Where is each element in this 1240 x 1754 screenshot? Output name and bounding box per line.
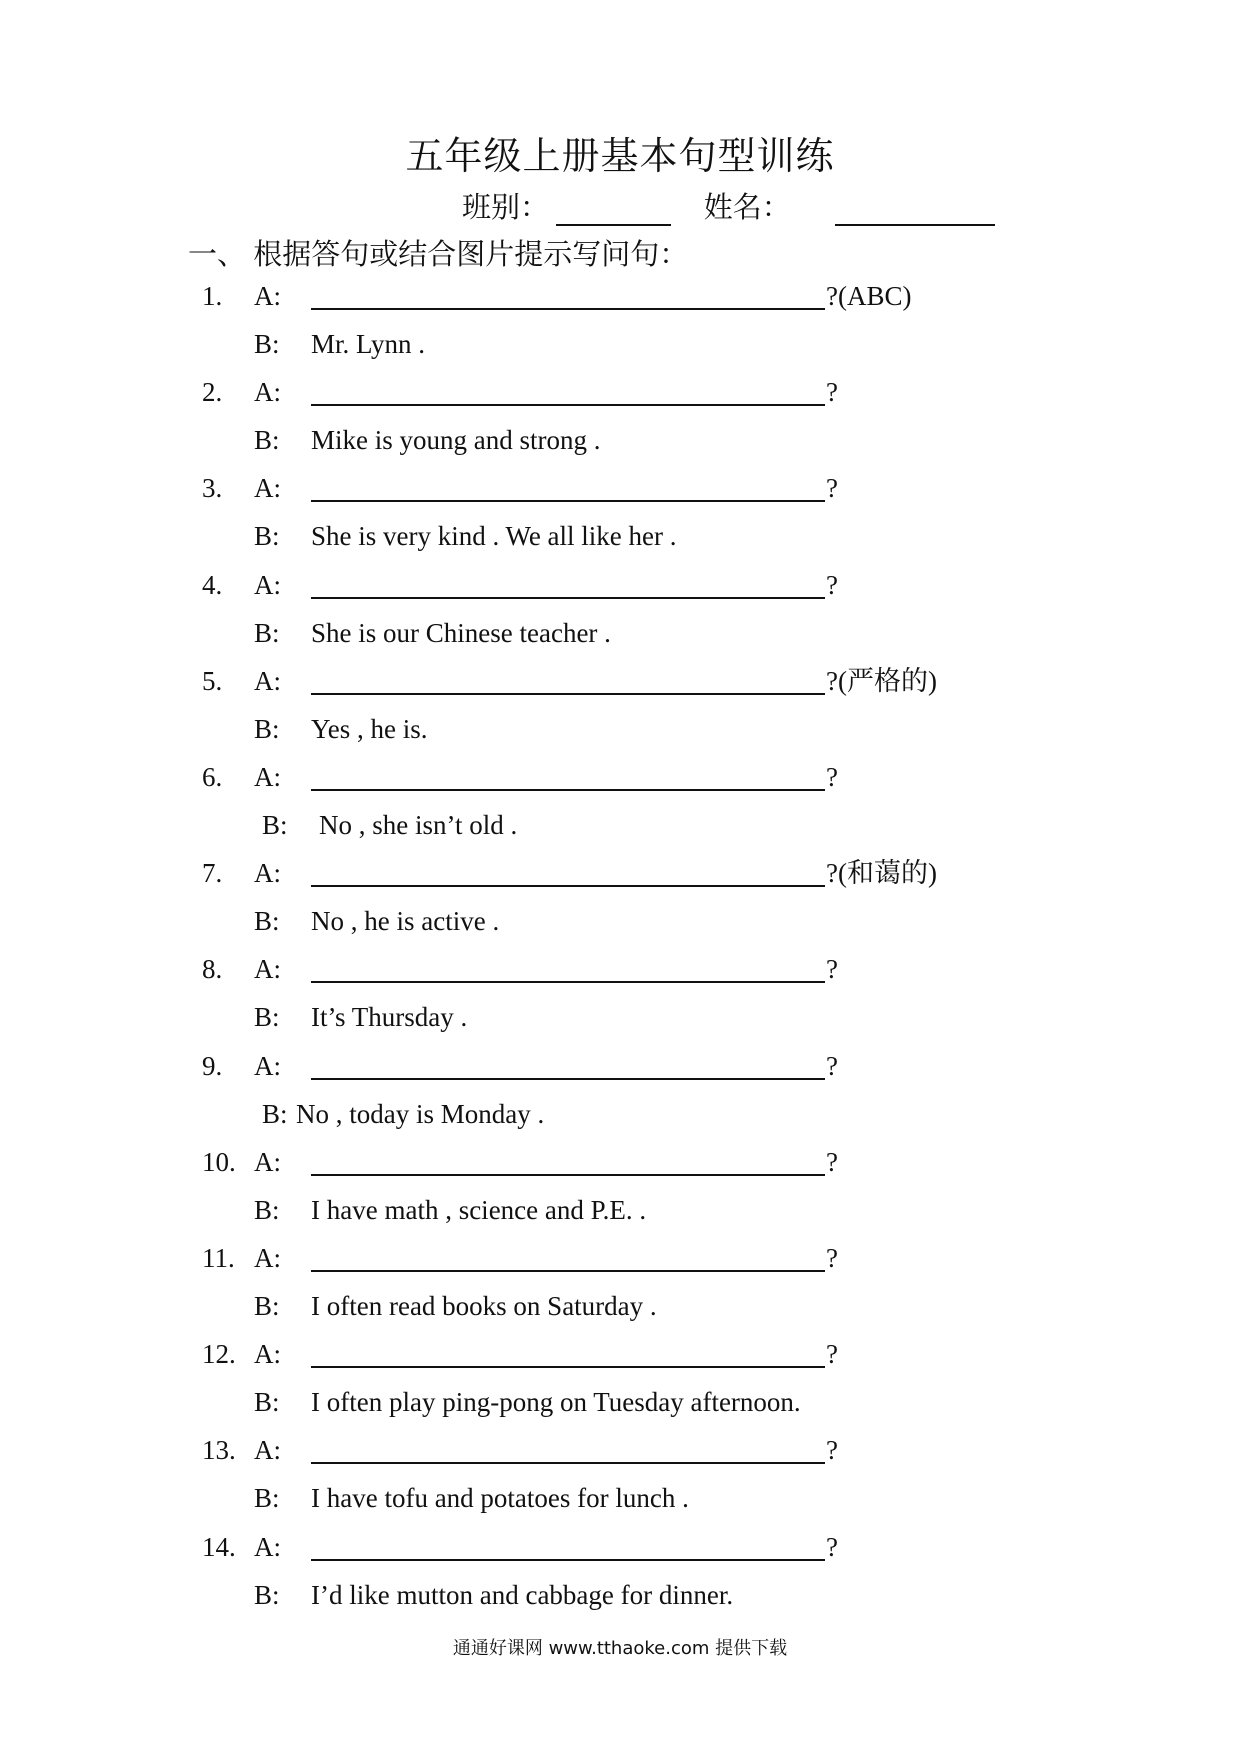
speaker-b-label: B: xyxy=(254,1002,280,1032)
answer-text: I often read books on Saturday . xyxy=(311,1291,657,1321)
question-suffix: ? xyxy=(826,1243,838,1273)
name-blank[interactable] xyxy=(835,194,995,226)
answer-text: No , he is active . xyxy=(311,906,500,936)
question-number: 8. xyxy=(202,954,223,984)
class-blank[interactable] xyxy=(556,194,671,226)
speaker-a-label: A: xyxy=(254,1051,281,1081)
answer-blank[interactable] xyxy=(311,885,825,887)
question-number: 13. xyxy=(202,1435,236,1465)
speaker-a-label: A: xyxy=(254,473,281,503)
speaker-b-label: B: xyxy=(254,1195,280,1225)
speaker-a-label: A: xyxy=(254,1435,281,1465)
question-suffix: ? xyxy=(826,377,838,407)
speaker-b-label: B: xyxy=(254,1387,280,1417)
section-heading: 一、 根据答句或结合图片提示写问句： xyxy=(188,239,689,271)
speaker-a-label: A: xyxy=(254,954,281,984)
answer-blank[interactable] xyxy=(311,1078,825,1080)
question-suffix: ? xyxy=(826,954,838,984)
answer-text: She is our Chinese teacher . xyxy=(311,618,611,648)
question-suffix: ? xyxy=(826,570,838,600)
speaker-b-label: B: xyxy=(254,618,280,648)
speaker-b-label: B: xyxy=(262,810,288,840)
question-number: 10. xyxy=(202,1147,236,1177)
answer-blank[interactable] xyxy=(311,981,825,983)
speaker-b-label: B: xyxy=(254,1291,280,1321)
speaker-a-label: A: xyxy=(254,281,281,311)
answer-blank[interactable] xyxy=(311,1559,825,1561)
answer-text: Yes , he is. xyxy=(311,714,428,744)
speaker-b-label: B: xyxy=(262,1099,288,1129)
speaker-a-label: A: xyxy=(254,1147,281,1177)
answer-text: I often play ping-pong on Tuesday afternoon. xyxy=(311,1387,801,1417)
question-number: 12. xyxy=(202,1339,236,1369)
answer-blank[interactable] xyxy=(311,1366,825,1368)
answer-text: I have tofu and potatoes for lunch . xyxy=(311,1483,689,1513)
answer-blank[interactable] xyxy=(311,1462,825,1464)
speaker-a-label: A: xyxy=(254,762,281,792)
answer-blank[interactable] xyxy=(311,1174,825,1176)
answer-text: I have math , science and P.E. . xyxy=(311,1195,647,1225)
question-suffix: ?(严格的) xyxy=(826,666,937,696)
speaker-a-label: A: xyxy=(254,377,281,407)
answer-blank[interactable] xyxy=(311,789,825,791)
answer-blank[interactable] xyxy=(311,308,825,310)
question-number: 11. xyxy=(202,1243,235,1273)
answer-blank[interactable] xyxy=(311,1270,825,1272)
question-number: 4. xyxy=(202,570,223,600)
answer-text: Mr. Lynn . xyxy=(311,329,426,359)
speaker-b-label: B: xyxy=(254,425,280,455)
question-suffix: ? xyxy=(826,1339,838,1369)
speaker-a-label: A: xyxy=(254,858,281,888)
answer-blank[interactable] xyxy=(311,597,825,599)
answer-blank[interactable] xyxy=(311,693,825,695)
answer-blank[interactable] xyxy=(311,404,825,406)
question-suffix: ? xyxy=(826,1051,838,1081)
answer-text: No , she isn’t old . xyxy=(319,810,518,840)
page-title: 五年级上册基本句型训练 xyxy=(405,136,835,178)
answer-text: It’s Thursday . xyxy=(311,1002,468,1032)
speaker-b-label: B: xyxy=(254,1580,280,1610)
speaker-a-label: A: xyxy=(254,1339,281,1369)
speaker-b-label: B: xyxy=(254,1483,280,1513)
question-number: 1. xyxy=(202,281,223,311)
answer-text: I’d like mutton and cabbage for dinner. xyxy=(311,1580,734,1610)
question-number: 9. xyxy=(202,1051,223,1081)
speaker-a-label: A: xyxy=(254,666,281,696)
speaker-b-label: B: xyxy=(254,521,280,551)
question-suffix: ?(ABC) xyxy=(826,281,912,311)
answer-text: No , today is Monday . xyxy=(296,1099,545,1129)
question-number: 14. xyxy=(202,1532,236,1562)
question-number: 5. xyxy=(202,666,223,696)
question-suffix: ? xyxy=(826,1435,838,1465)
question-suffix: ? xyxy=(826,1532,838,1562)
question-suffix: ?(和蔼的) xyxy=(826,858,937,888)
question-number: 3. xyxy=(202,473,223,503)
speaker-a-label: A: xyxy=(254,570,281,600)
student-info-line xyxy=(462,185,995,226)
speaker-b-label: B: xyxy=(254,329,280,359)
question-number: 2. xyxy=(202,377,223,407)
question-suffix: ? xyxy=(826,762,838,792)
answer-text: Mike is young and strong . xyxy=(311,425,601,455)
question-number: 7. xyxy=(202,858,223,888)
answer-blank[interactable] xyxy=(311,500,825,502)
speaker-a-label: A: xyxy=(254,1532,281,1562)
question-suffix: ? xyxy=(826,1147,838,1177)
question-number: 6. xyxy=(202,762,223,792)
question-suffix: ? xyxy=(826,473,838,503)
answer-text: She is very kind . We all like her . xyxy=(311,521,677,551)
speaker-a-label: A: xyxy=(254,1243,281,1273)
class-label: 班别： xyxy=(462,192,550,224)
speaker-b-label: B: xyxy=(254,906,280,936)
speaker-b-label: B: xyxy=(254,714,280,744)
name-label: 姓名： xyxy=(703,192,791,224)
footer-text: 通通好课网 www.tthaoke.com 提供下载 xyxy=(452,1638,788,1659)
